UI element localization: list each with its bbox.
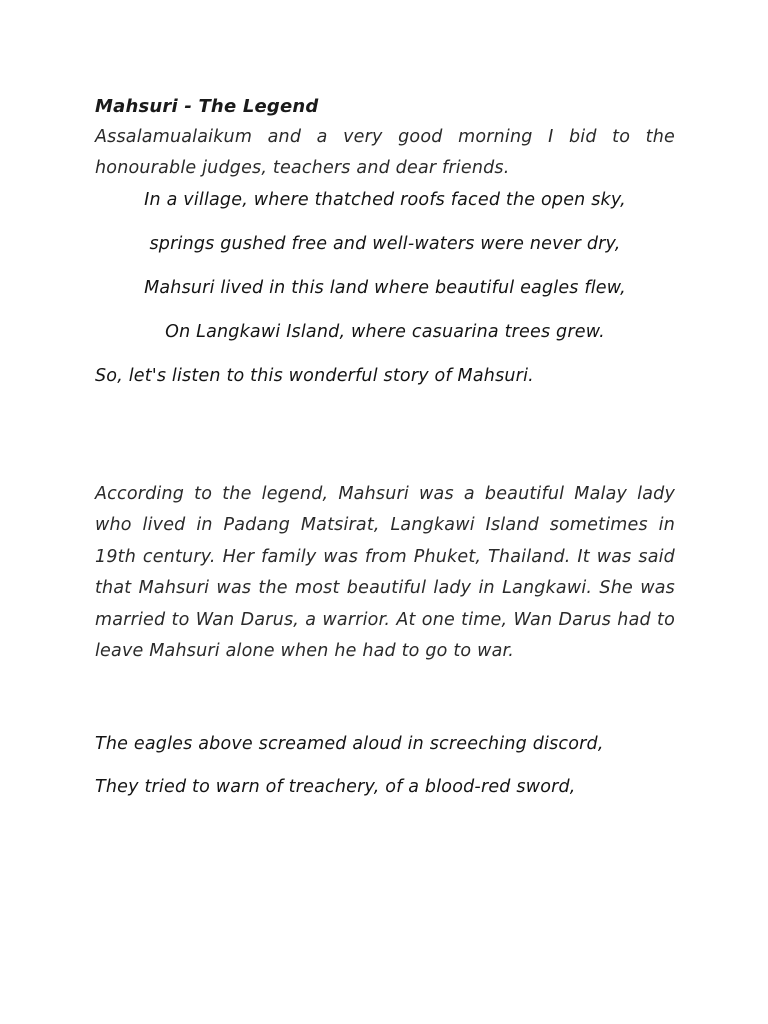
eagle-verse-line: They tried to warn of treachery, of a blood-red sword, (95, 777, 576, 797)
verse-line: In a village, where thatched roofs faced the open sky, (144, 190, 626, 210)
eagle-verse-line: The eagles above screamed aloud in screeching discord, (95, 734, 604, 754)
document-title: Mahsuri - The Legend (95, 96, 319, 117)
verse-line: springs gushed free and well-waters were never dry, (149, 234, 621, 254)
greeting-paragraph: Assalamualaikum and a very good morning I bid to the honourable judges, teachers and dear friends. (95, 127, 675, 178)
verse-line: Mahsuri lived in this land where beautiful eagles flew, (144, 278, 626, 298)
story-paragraph: According to the legend, Mahsuri was a beautiful Malay lady who lived in Padang Matsirat, Langkawi Island sometimes in 19th century. Her family was from Phuket, Thailand. It was said that Mahsuri was the most beautiful lady in Langkawi. She was married to Wan Darus, a warrior. At one time, Wan Darus had to leave Mahsuri alone when he had to go to war. (95, 484, 675, 662)
verse-line: On Langkawi Island, where casuarina trees grew. (165, 322, 605, 342)
closing-line: So, let's listen to this wonderful story of Mahsuri. (95, 366, 534, 386)
